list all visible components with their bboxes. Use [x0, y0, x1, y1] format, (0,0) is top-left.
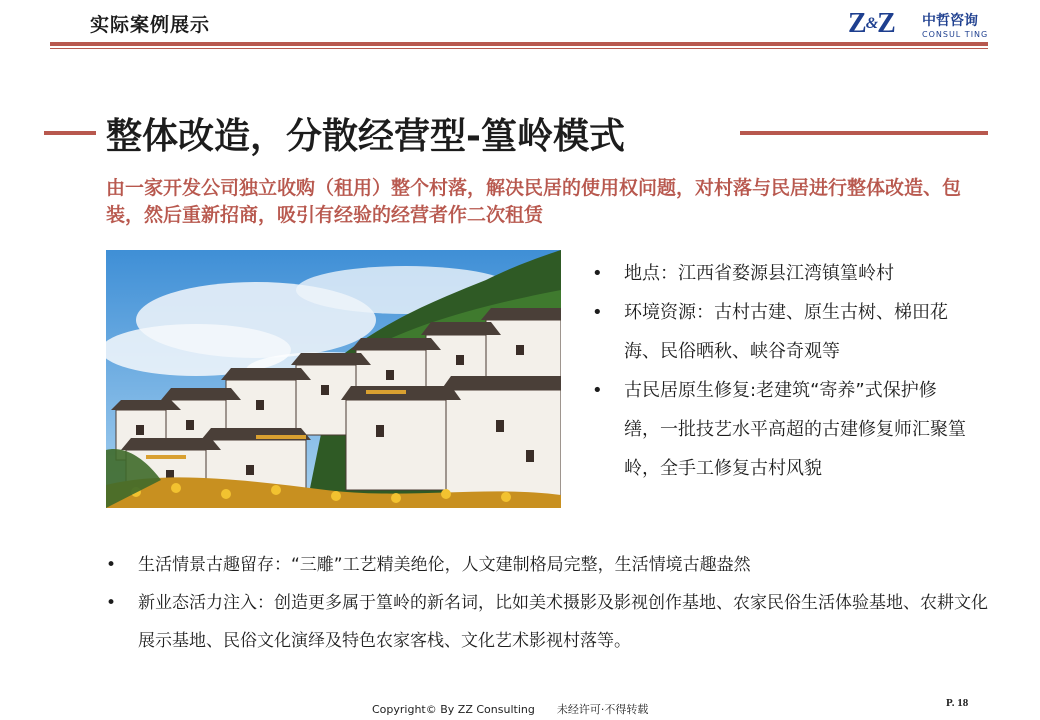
copyright-text: Copyright© By ZZ Consulting — [372, 703, 535, 716]
logo-mark: Z&Z — [848, 8, 895, 39]
page-number: P. 18 — [946, 697, 969, 709]
logo-english-name: CONSUL TING — [922, 30, 989, 39]
bullet-icon: • — [592, 302, 603, 323]
reprint-note: 未经许可·不得转载 — [556, 703, 649, 716]
footer — [372, 701, 648, 717]
header-divider-thin — [50, 48, 988, 49]
location-bullet-list — [592, 254, 972, 488]
bullet-icon: • — [592, 263, 603, 284]
logo-chinese-name: 中哲咨询 — [922, 13, 978, 29]
list-item: • 新业态活力注入：创造更多属于篁岭的新名词，比如美术摄影及影视创作基地、农家民俗生活体验基地、农耕文化展示基地、民俗文化演绎及特色农家客栈、文化艺术影视村落等。 — [110, 584, 990, 660]
list-item: • 生活情景古趣留存：“三雕”工艺精美绝伦，人文建制格局完整，生活情境古趣盎然 — [110, 546, 990, 584]
list-item: • 环境资源：古村古建、原生古树、梯田花海、民俗晒秋、峡谷奇观等 — [592, 293, 972, 371]
section-title: 实际案例展示 — [90, 14, 211, 36]
village-photo — [106, 250, 561, 508]
bullet-icon: • — [106, 593, 117, 613]
header-divider — [50, 42, 988, 46]
title-decoration-right — [740, 131, 988, 135]
list-item: • 古民居原生修复:老建筑“寄养”式保护修缮，一批技艺水平高超的古建修复师汇聚篁岭，全手工修复古村风貌 — [592, 371, 972, 488]
bullet-icon: • — [592, 380, 603, 401]
company-logo — [848, 8, 988, 40]
feature-bullet-list — [106, 546, 990, 660]
bullet-icon: • — [106, 555, 117, 575]
slide-title: 整体改造，分散经营型-篁岭模式 — [106, 116, 625, 157]
title-decoration-left — [44, 131, 96, 135]
list-item: • 地点：江西省婺源县江湾镇篁岭村 — [592, 254, 972, 293]
slide-subtitle: 由一家开发公司独立收购（租用）整个村落，解决民居的使用权问题，对村落与民居进行整体改造、包装，然后重新招商，吸引有经验的经营者作二次租赁 — [106, 177, 962, 226]
